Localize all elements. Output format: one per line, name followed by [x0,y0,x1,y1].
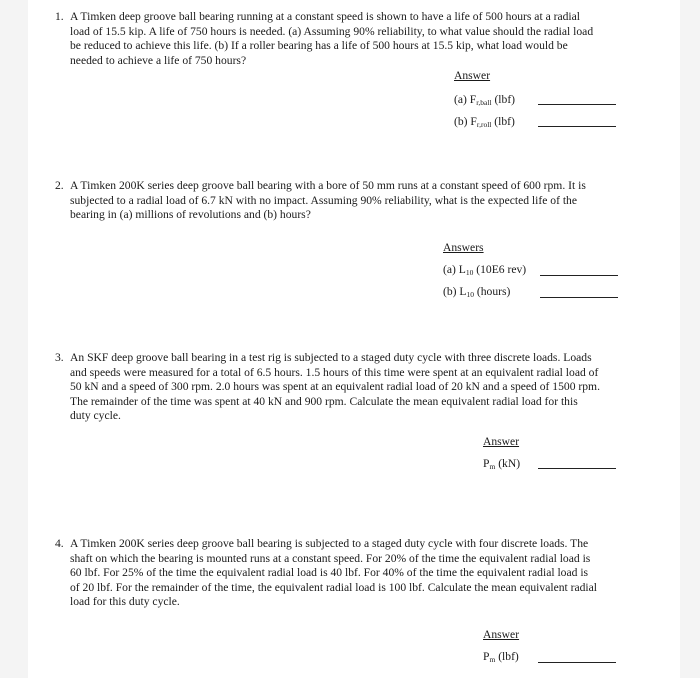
answer-heading [443,241,484,255]
question-4 [55,537,600,610]
answer-title: Answers [443,241,484,254]
answer-blank-l10-rev[interactable] [540,275,618,276]
answer-blank-fr-roll[interactable] [538,126,616,127]
question-3 [55,351,600,424]
question-text: An SKF deep groove ball bearing in a test rig is subjected to a staged duty cycle with three discrete loads. Loads and speeds were measured for a total of 6.5 hours. 1.5 hours of this time were spent at an equivalent radial load of 50 kN and a speed of 300 rpm. 2.0 hours was spent at an equivalent radial load of 20 kN and a speed of 1500 rpm. The remainder of the time was spent at 40 kN and 900 rpm. Calculate the mean equivalent radial load for this duty cycle. [70,351,600,423]
question-text: A Timken 200K series deep groove ball bearing with a bore of 50 mm runs at a constant speed of 600 rpm. It is subjected to a radial load of 6.7 kN with no impact. Assuming 90% reliability, what is the expected life of the bearing in (a) millions of revolutions and (b) hours? [70,179,586,222]
question-number: 2. [55,179,64,192]
question-text: A Timken 200K series deep groove ball bearing is subjected to a staged duty cycle with four discrete loads. The shaft on which the bearing is mounted runs at a constant speed. For 20% of the time the equivalent radial load is 60 lbf. For 25% of the time the equivalent radial load is 40 lbf. For 40% of the time the equivalent radial load is of 20 lbf. For the remainder of the time, the equivalent radial load is 100 lbf. Calculate the mean equivalent radial load for this duty cycle. [70,537,598,609]
question-number: 1. [55,10,64,23]
question-2 [55,179,600,223]
answer-blank-l10-hours[interactable] [540,297,618,298]
answer-heading [483,435,519,449]
question-text: A Timken deep groove ball bearing running at a constant speed is shown to have a life of 500 hours at a radial load of 15.5 kip. A life of 750 hours is needed. (a) Assuming 90% reliability, to what value should the radial load be reduced to achieve this life. (b) If a roller bearing has a life of 500 hours at 15.5 kip, what load would be needed to achieve a life of 750 hours? [70,10,594,67]
answer-title: Answer [483,628,520,641]
answer-blank-fr-ball[interactable] [538,104,616,105]
answer-row-pm-kn: $P_m$ (kN) [483,457,521,471]
answer-title: Answer [483,435,520,448]
answer-heading [454,69,490,83]
answer-row-l10-hours: (b) $L_{10}$ (hours) [443,285,511,299]
question-1 [55,10,600,68]
answer-row-pm-lbf: $P_m$ (lbf) [483,650,519,664]
answer-blank-pm-lbf[interactable] [538,662,616,663]
answer-row-fr-roll: (b) $F_{r,roll}$ (lbf) [454,115,515,129]
question-number: 4. [55,537,64,550]
answer-title: Answer [454,69,491,82]
answer-row-fr-ball: (a) $F_{r,ball}$ (lbf) [454,93,516,107]
answer-heading [483,628,519,642]
answer-blank-pm-kn[interactable] [538,468,616,469]
answer-row-l10-rev: (a) $L_{10}$ (10E6 rev) [443,263,527,277]
question-number: 3. [55,351,64,364]
